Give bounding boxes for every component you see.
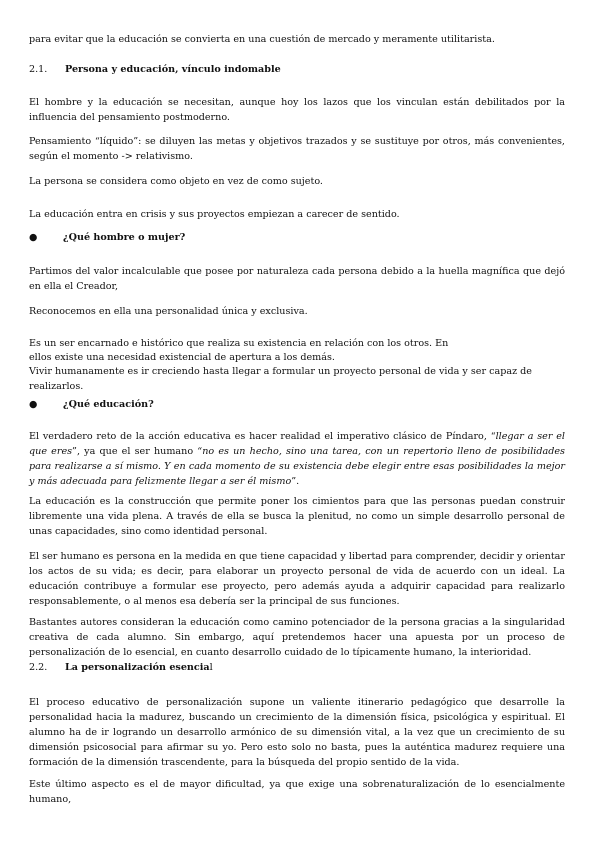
paragraph: Este último aspecto es el de mayor dificultad, ya que exige una sobrenaturalización de lo esencialmente humano,: [29, 779, 565, 805]
paragraph-line: Es un ser encarnado e histórico que realiza su existencia en relación con los otros. En: [29, 338, 449, 349]
section-heading-2-1: [29, 62, 565, 77]
bullet-icon: ●: [29, 232, 38, 243]
paragraph: El proceso educativo de personalización supone un valiente itinerario pedagógico que desarrolle la personalidad hacia la madurez, buscando un crecimiento de la dimensión física, psicológica y espiritual. El alumno ha de ir logrando un desarrollo armónico de su dimensión vital, a la vez que un crecimiento de su dimensión psicosocial para afirmar su yo. Pero esto solo no basta, pues la auténtica madurez requiere una formación de la dimensión trascendente, para la búsqueda del propio sentido de la vida.: [29, 697, 565, 768]
text-run: El verdadero reto de la acción educativa es hacer realidad el imperativo clásico de Píndaro, “: [29, 431, 496, 442]
text-run: ”, ya que el ser humano “: [72, 446, 203, 457]
section-heading-2-2: [29, 660, 565, 675]
paragraph: La educación entra en crisis y sus proyectos empiezan a carecer de sentido.: [29, 209, 400, 220]
section-number: 2.1.: [29, 64, 48, 75]
bullet-heading: [29, 230, 565, 245]
bullet-heading: [29, 397, 565, 412]
section-title: La personalización esencia: [65, 662, 210, 673]
paragraph-line: ellos existe una necesidad existencial de apertura a los demás.: [29, 352, 335, 363]
continuation-line: para evitar que la educación se convierta en una cuestión de mercado y meramente utilitarista.: [29, 34, 495, 45]
paragraph: El ser humano es persona en la medida en que tiene capacidad y libertad para comprender, decidir y orientar los actos de su vida; es decir, para elaborar un proyecto personal de vida de acuerdo con un ideal. La educación contribuye a formular ese proyecto, pero además ayuda a adquirir capacidad para realizarlo responsablemente, o al menos esa debería ser la principal de sus funciones.: [29, 551, 565, 607]
bullet-icon: ●: [29, 399, 38, 410]
section-number: 2.2.: [29, 662, 48, 673]
section-title-tail: l: [209, 662, 213, 673]
bullet-heading-text: ¿Qué educación?: [63, 399, 154, 410]
paragraph: Bastantes autores consideran la educación como camino potenciador de la persona gracias a la singularidad creativa de cada alumno. Sin embargo, aquí pretendemos hacer una apuesta por un proceso de personalización de lo esencial, en cuanto desarrollo cuidado de lo típicamente humano, la interioridad.: [29, 617, 565, 658]
paragraph: La persona se considera como objeto en vez de como sujeto.: [29, 176, 323, 187]
paragraph-quote: [29, 429, 565, 489]
bullet-heading-text: ¿Qué hombre o mujer?: [63, 232, 186, 243]
italic-quote: llegar a ser el que eres: [29, 431, 565, 457]
paragraph: Partimos del valor incalculable que posee por naturaleza cada persona debido a la huella magnífica que dejó en ella el Creador,: [29, 266, 565, 292]
paragraph: El hombre y la educación se necesitan, aunque hoy los lazos que los vinculan están debilitados por la influencia del pensamiento postmoderno.: [29, 97, 565, 123]
paragraph: Reconocemos en ella una personalidad única y exclusiva.: [29, 306, 308, 317]
paragraph-line: Vivir humanamente es ir creciendo hasta llegar a formular un proyecto personal de vida y ser capaz de realizarlos.: [29, 366, 532, 392]
text-run: ”.: [291, 476, 300, 487]
section-title: Persona y educación, vínculo indomable: [65, 64, 281, 75]
paragraph: Pensamiento “líquido”: se diluyen las metas y objetivos trazados y se sustituye por otros, más convenientes, según el momento -> relativismo.: [29, 136, 565, 162]
italic-quote: no es un hecho, sino una tarea, con un repertorio lleno de posibilidades para realizarse a sí mismo. Y en cada momento de su existencia debe elegir entre esas posibilidades la mejor y más adecuada para felizmente llegar a ser él mismo: [29, 446, 565, 487]
paragraph: La educación es la construcción que permite poner los cimientos para que las personas puedan construir libremente una vida plena. A través de ella se busca la plenitud, no como un simple desarrollo personal de unas capacidades, sino como identidad personal.: [29, 496, 565, 537]
